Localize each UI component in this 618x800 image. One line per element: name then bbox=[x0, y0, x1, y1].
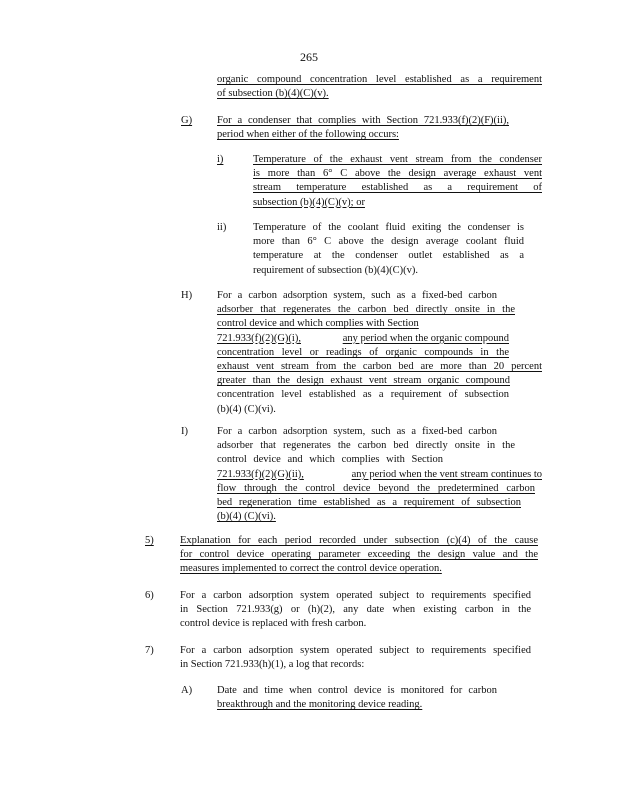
item-g-line-2: period when either of the following occurs: bbox=[217, 129, 399, 141]
item-i-line-4 bbox=[217, 468, 542, 482]
item-h-label: H) bbox=[181, 290, 193, 301]
item-i-line-2: adsorber that regenerates the carbon bed directly onsite in the bbox=[217, 440, 515, 452]
item-6-line-1: For a carbon adsorption system operated subject to requirements specified bbox=[180, 590, 531, 601]
item-i-line-5: flow through the control device beyond the predetermined carbon bbox=[217, 482, 535, 494]
item-h-line-4-ref: 721.933(f)(2)(G)(i), bbox=[217, 332, 301, 344]
item-h-line-5: concentration level or readings of organic compounds in the bbox=[217, 346, 509, 358]
item-g-i-line-2: is more than 6° C above the design average exhaust vent bbox=[253, 168, 542, 180]
item-g-i-text bbox=[253, 153, 542, 210]
item-6-label: 6) bbox=[145, 590, 154, 601]
item-h-line-7: greater than the design exhaust vent stream organic compound bbox=[217, 375, 510, 387]
item-g-i-line-1: Temperature of the exhaust vent stream from the condenser bbox=[253, 154, 542, 165]
intro-line-2: of subsection (b)(4)(C)(v). bbox=[217, 88, 329, 100]
item-g-ii-line-2: more than 6° C above the design average coolant fluid bbox=[253, 236, 524, 248]
item-h-text bbox=[217, 289, 542, 417]
item-i-text bbox=[217, 425, 542, 524]
item-6-text bbox=[180, 589, 531, 632]
item-g-ii-line-1: Temperature of the coolant fluid exiting the condenser is bbox=[253, 222, 524, 233]
item-i-line-4-rest: any period when the vent stream continues to bbox=[351, 468, 542, 480]
item-6-line-3: control device is replaced with fresh carbon. bbox=[180, 618, 367, 630]
item-g-ii-line-3: temperature at the condenser outlet established as a bbox=[253, 250, 524, 262]
item-6-line-2: in Section 721.933(g) or (h)(2), any date when existing carbon in the bbox=[180, 604, 531, 616]
item-h-line-4 bbox=[217, 332, 509, 346]
item-7-line-2: in Section 721.933(h)(1), a log that records: bbox=[180, 659, 365, 671]
item-h-line-9: (b)(4) (C)(vi). bbox=[217, 403, 276, 415]
item-i-line-1: For a carbon adsorption system, such as a fixed-bed carbon bbox=[217, 426, 497, 437]
item-i-line-7: (b)(4) (C)(vi). bbox=[217, 511, 276, 523]
item-i-label: I) bbox=[181, 426, 188, 437]
item-h-line-6: exhaust vent stream from the carbon bed are more than 20 percent bbox=[217, 361, 542, 373]
item-5-text bbox=[180, 534, 538, 577]
item-5-line-3: measures implemented to correct the control device operation. bbox=[180, 563, 442, 575]
item-g-i-label: i) bbox=[217, 154, 224, 165]
item-h-line-3: control device and which complies with Section bbox=[217, 318, 419, 330]
item-i-line-6: bed regeneration time established as a requirement of subsection bbox=[217, 497, 521, 509]
item-7-text bbox=[180, 644, 531, 672]
item-g-i-line-4: subsection (b)(4)(C)(v); or bbox=[253, 196, 365, 208]
item-h-line-2: adsorber that regenerates the carbon bed directly onsite in the bbox=[217, 304, 515, 316]
item-g-line-1: For a condenser that complies with Section 721.933(f)(2)(F)(ii), bbox=[217, 115, 509, 126]
item-g-ii-line-4: requirement of subsection (b)(4)(C)(v). bbox=[253, 264, 419, 276]
item-h-line-1: For a carbon adsorption system, such as a fixed-bed carbon bbox=[217, 290, 497, 301]
item-g-ii-label: ii) bbox=[217, 222, 227, 233]
item-5-label: 5) bbox=[145, 535, 154, 546]
intro-line-1: organic compound concentration level established as a requirement bbox=[217, 74, 542, 85]
page-number: 265 bbox=[300, 50, 318, 64]
item-g-text bbox=[217, 114, 509, 142]
item-7-a-text bbox=[217, 684, 497, 712]
item-g-ii-text bbox=[253, 221, 524, 278]
item-i-line-3: control device and which complies with Section bbox=[217, 454, 443, 466]
item-5-line-2: for control device operating parameter exceeding the design value and the bbox=[180, 549, 538, 561]
item-7-line-1: For a carbon adsorption system operated subject to requirements specified bbox=[180, 645, 531, 656]
item-7-label: 7) bbox=[145, 645, 154, 656]
item-7-a-label: A) bbox=[181, 685, 193, 696]
item-h-line-4-rest: any period when the organic compound bbox=[342, 332, 509, 344]
item-g-i-line-3: stream temperature established as a requirement of bbox=[253, 182, 542, 194]
intro-text bbox=[217, 73, 542, 101]
item-7-a-line-2: breakthrough and the monitoring device reading. bbox=[217, 699, 423, 711]
item-7-a-line-1: Date and time when control device is monitored for carbon bbox=[217, 685, 497, 696]
item-i-line-4-ref: 721.933(f)(2)(G)(ii), bbox=[217, 468, 304, 480]
item-h-line-8: concentration level established as a requirement of subsection bbox=[217, 389, 509, 401]
item-5-line-1: Explanation for each period recorded under subsection (c)(4) of the cause bbox=[180, 535, 538, 546]
item-g-label: G) bbox=[181, 115, 193, 126]
